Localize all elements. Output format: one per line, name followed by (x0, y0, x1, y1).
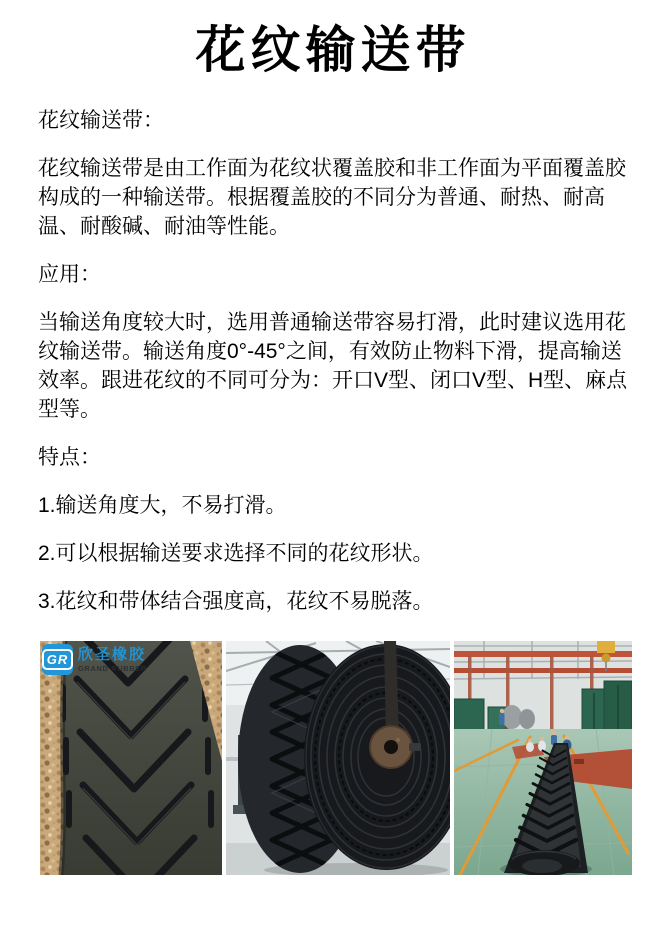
intro-paragraph: 花纹输送带是由工作面为花纹状覆盖胶和非工作面为平面覆盖胶构成的一种输送带。根据覆盖胶的不同分为普通、耐热、耐高温、耐酸碱、耐油等性能。 (38, 157, 626, 238)
feature-item-2: 2.可以根据输送要求选择不同的花纹形状。 (38, 542, 434, 565)
application-paragraph: 当输送角度较大时，选用普通输送带容易打滑，此时建议选用花纹输送带。输送角度0°-45°之间，有效防止物料下滑，提高输送效率。跟进花纹的不同可分为：开口V型、闭口V型、H型、麻点型等。 (38, 311, 628, 421)
factory-floor-illustration (454, 641, 632, 875)
section-heading-features: 特点： (38, 446, 101, 469)
gr-logo-icon (42, 644, 73, 675)
section-heading-intro: 花纹输送带： (38, 109, 164, 132)
feature-item-3: 3.花纹和带体结合强度高，花纹不易脱落。 (38, 590, 434, 613)
photo-chevron-belt-closeup (40, 641, 222, 875)
section-heading-application: 应用： (38, 263, 101, 286)
brand-logo (42, 644, 147, 675)
photo-factory-floor (454, 641, 632, 875)
brand-name-chinese: 欣圣橡胶 (78, 646, 147, 663)
page-title: 花纹输送带 (195, 22, 471, 78)
article-body (38, 106, 628, 616)
gr-monogram: GR (42, 649, 74, 670)
brand-logo-text (78, 644, 147, 673)
belt-roll (238, 641, 450, 875)
brand-name-english: GRAND RUBBER (78, 664, 147, 673)
belt-roll-illustration (226, 641, 450, 875)
photo-belt-roll (226, 641, 450, 875)
feature-item-1: 1.输送角度大，不易打滑。 (38, 494, 287, 517)
photo-gallery (40, 641, 632, 875)
chevron-belt-illustration (40, 641, 222, 875)
